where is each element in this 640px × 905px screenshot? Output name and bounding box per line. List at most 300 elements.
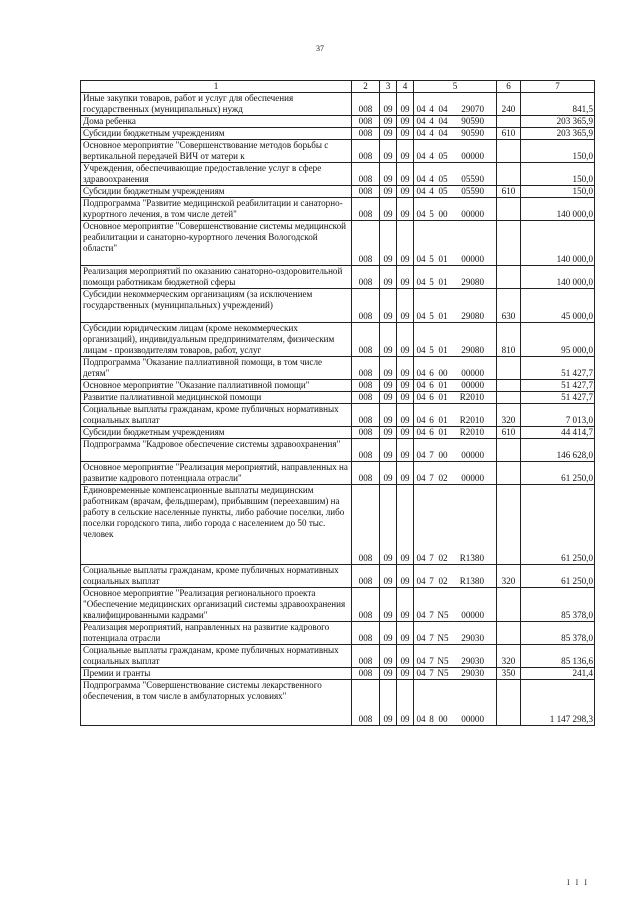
target-article-cell bbox=[414, 392, 497, 404]
admin-code-cell: 008 bbox=[352, 186, 380, 198]
section-cell: 09 bbox=[380, 93, 397, 116]
table-row bbox=[81, 266, 595, 289]
subsection-cell: 09 bbox=[397, 93, 414, 116]
target-article-cell bbox=[414, 565, 497, 588]
target-article-part: 00000 bbox=[461, 209, 484, 219]
target-article-part: 00000 bbox=[461, 610, 484, 620]
target-article-part: 05590 bbox=[461, 174, 484, 184]
amount-cell: 150,0 bbox=[521, 140, 595, 163]
target-article-part: 04 bbox=[416, 553, 426, 563]
amount-cell: 85 136,6 bbox=[521, 645, 595, 668]
row-name-cell: Социальные выплаты гражданам, кроме публичных нормативных социальных выплат bbox=[81, 404, 352, 427]
target-article-cell bbox=[414, 427, 497, 439]
target-article-part: 01 bbox=[438, 277, 448, 287]
subsection-cell: 09 bbox=[397, 668, 414, 680]
section-cell: 09 bbox=[380, 645, 397, 668]
admin-code-cell: 008 bbox=[352, 668, 380, 680]
expense-type-cell bbox=[497, 140, 521, 163]
target-article-cell bbox=[414, 462, 497, 485]
section-cell: 09 bbox=[380, 588, 397, 622]
row-name-cell: Субсидии юридическим лицам (кроме некоммерческих организаций), индивидуальным предпринимателям, физическим лицам - производителям товаров, работ, услуг bbox=[81, 323, 352, 357]
expense-type-cell bbox=[497, 380, 521, 392]
row-name-cell: Основное мероприятие "Совершенствование системы медицинской реабилитации и санаторно-курортного лечения Вологодской области" bbox=[81, 221, 352, 266]
expense-type-cell: 350 bbox=[497, 668, 521, 680]
target-article-part: 04 bbox=[416, 209, 426, 219]
admin-code-cell: 008 bbox=[352, 163, 380, 186]
target-article-part: 05 bbox=[438, 174, 448, 184]
target-article-part: 00000 bbox=[461, 368, 484, 378]
target-article-part: R2010 bbox=[459, 392, 484, 402]
target-article-part: 04 bbox=[416, 380, 426, 390]
target-article-part: 02 bbox=[438, 576, 448, 586]
target-article-part: 04 bbox=[416, 345, 426, 355]
section-cell: 09 bbox=[380, 380, 397, 392]
amount-cell: 45 000,0 bbox=[521, 289, 595, 323]
row-name-cell: Субсидии бюджетным учреждениям bbox=[81, 128, 352, 140]
target-article-part: 04 bbox=[416, 277, 426, 287]
amount-cell: 140 000,0 bbox=[521, 266, 595, 289]
target-article-part: 04 bbox=[416, 633, 426, 643]
row-name-cell: Основное мероприятие "Оказание паллиативной помощи" bbox=[81, 380, 352, 392]
target-article-part: R2010 bbox=[459, 415, 484, 425]
admin-code-cell: 008 bbox=[352, 588, 380, 622]
expense-type-cell bbox=[497, 357, 521, 380]
target-article-part: 5 bbox=[429, 254, 434, 264]
expense-type-cell: 320 bbox=[497, 404, 521, 427]
subsection-cell: 09 bbox=[397, 116, 414, 128]
subsection-cell: 09 bbox=[397, 128, 414, 140]
target-article-part: N5 bbox=[437, 668, 449, 678]
amount-cell: 203 365,9 bbox=[521, 116, 595, 128]
section-cell: 09 bbox=[380, 680, 397, 726]
amount-cell: 841,5 bbox=[521, 93, 595, 116]
target-article-part: 6 bbox=[429, 368, 434, 378]
amount-cell: 150,0 bbox=[521, 163, 595, 186]
amount-cell: 140 000,0 bbox=[521, 221, 595, 266]
target-article-part: 04 bbox=[416, 254, 426, 264]
target-article-part: 29030 bbox=[461, 668, 484, 678]
table-row bbox=[81, 140, 595, 163]
expense-type-cell bbox=[497, 439, 521, 462]
subsection-cell: 09 bbox=[397, 565, 414, 588]
table-row bbox=[81, 645, 595, 668]
target-article-part: 05590 bbox=[461, 186, 484, 196]
target-article-part: 04 bbox=[416, 427, 426, 437]
target-article-part: 00000 bbox=[461, 714, 484, 724]
target-article-part: 7 bbox=[429, 450, 434, 460]
section-cell: 09 bbox=[380, 668, 397, 680]
subsection-cell: 09 bbox=[397, 645, 414, 668]
table-row bbox=[81, 289, 595, 323]
admin-code-cell: 008 bbox=[352, 221, 380, 266]
expense-type-cell: 610 bbox=[497, 427, 521, 439]
table-row bbox=[81, 462, 595, 485]
target-article-part: 00 bbox=[438, 368, 448, 378]
target-article-part: R2010 bbox=[459, 427, 484, 437]
target-article-part: 4 bbox=[429, 174, 434, 184]
target-article-cell bbox=[414, 485, 497, 565]
subsection-cell: 09 bbox=[397, 404, 414, 427]
section-cell: 09 bbox=[380, 462, 397, 485]
page-number: 37 bbox=[316, 44, 324, 53]
target-article-cell bbox=[414, 289, 497, 323]
row-name-cell: Развитие паллиативной медицинской помощи bbox=[81, 392, 352, 404]
expense-type-cell: 610 bbox=[497, 186, 521, 198]
admin-code-cell: 008 bbox=[352, 439, 380, 462]
amount-cell: 203 365,9 bbox=[521, 128, 595, 140]
admin-code-cell: 008 bbox=[352, 485, 380, 565]
section-cell: 09 bbox=[380, 186, 397, 198]
target-article-part: 4 bbox=[429, 128, 434, 138]
target-article-part: 01 bbox=[438, 254, 448, 264]
column-header: 7 bbox=[521, 81, 595, 93]
target-article-cell bbox=[414, 323, 497, 357]
target-article-part: 01 bbox=[438, 380, 448, 390]
section-cell: 09 bbox=[380, 198, 397, 221]
target-article-part: 04 bbox=[416, 174, 426, 184]
target-article-part: 90590 bbox=[461, 116, 484, 126]
target-article-part: 04 bbox=[416, 415, 426, 425]
admin-code-cell: 008 bbox=[352, 462, 380, 485]
target-article-part: 7 bbox=[429, 668, 434, 678]
target-article-part: 29080 bbox=[461, 311, 484, 321]
column-header: 5 bbox=[414, 81, 497, 93]
row-name-cell: Основное мероприятие "Реализация мероприятий, направленных на развитие кадрового потенциала отрасли" bbox=[81, 462, 352, 485]
target-article-part: 6 bbox=[429, 380, 434, 390]
target-article-part: 4 bbox=[429, 186, 434, 196]
target-article-part: 29030 bbox=[461, 656, 484, 666]
amount-cell: 146 628,0 bbox=[521, 439, 595, 462]
row-name-cell: Дома ребенка bbox=[81, 116, 352, 128]
expense-type-cell: 320 bbox=[497, 645, 521, 668]
admin-code-cell: 008 bbox=[352, 116, 380, 128]
target-article-part: 7 bbox=[429, 656, 434, 666]
target-article-part: 00000 bbox=[461, 473, 484, 483]
target-article-part: 04 bbox=[416, 473, 426, 483]
subsection-cell: 09 bbox=[397, 588, 414, 622]
table-row bbox=[81, 221, 595, 266]
section-cell: 09 bbox=[380, 427, 397, 439]
subsection-cell: 09 bbox=[397, 357, 414, 380]
row-name-cell: Основное мероприятие "Реализация регионального проекта "Обеспечение медицинских организаций системы здравоохранения квалифицированными кадрами" bbox=[81, 588, 352, 622]
row-name-cell: Реализация мероприятий, направленных на развитие кадрового потенциала отрасли bbox=[81, 622, 352, 645]
subsection-cell: 09 bbox=[397, 289, 414, 323]
section-cell: 09 bbox=[380, 128, 397, 140]
target-article-part: 04 bbox=[438, 104, 448, 114]
target-article-part: 04 bbox=[416, 610, 426, 620]
table-row bbox=[81, 588, 595, 622]
target-article-part: 04 bbox=[416, 392, 426, 402]
target-article-part: 04 bbox=[416, 668, 426, 678]
target-article-part: 4 bbox=[429, 151, 434, 161]
table-row bbox=[81, 323, 595, 357]
target-article-cell bbox=[414, 140, 497, 163]
row-name-cell: Реализация мероприятий по оказанию санаторно-оздоровительной помощи работникам бюджетной сферы bbox=[81, 266, 352, 289]
table-row bbox=[81, 439, 595, 462]
table-row bbox=[81, 357, 595, 380]
target-article-part: 01 bbox=[438, 345, 448, 355]
row-name-cell: Социальные выплаты гражданам, кроме публичных нормативных социальных выплат bbox=[81, 645, 352, 668]
table-row bbox=[81, 680, 595, 726]
target-article-part: N5 bbox=[437, 633, 449, 643]
target-article-part: 6 bbox=[429, 392, 434, 402]
target-article-part: 00000 bbox=[461, 450, 484, 460]
amount-cell: 51 427,7 bbox=[521, 380, 595, 392]
target-article-part: 5 bbox=[429, 345, 434, 355]
amount-cell: 51 427,7 bbox=[521, 392, 595, 404]
admin-code-cell: 008 bbox=[352, 198, 380, 221]
target-article-cell bbox=[414, 198, 497, 221]
target-article-part: 00 bbox=[438, 714, 448, 724]
target-article-part: 00000 bbox=[461, 380, 484, 390]
table-row bbox=[81, 198, 595, 221]
target-article-part: 8 bbox=[429, 714, 434, 724]
column-header: 4 bbox=[397, 81, 414, 93]
section-cell: 09 bbox=[380, 565, 397, 588]
target-article-cell bbox=[414, 221, 497, 266]
row-name-cell: Учреждения, обеспечивающие предоставление услуг в сфере здравоохранения bbox=[81, 163, 352, 186]
target-article-part: 04 bbox=[438, 116, 448, 126]
target-article-cell bbox=[414, 128, 497, 140]
amount-cell: 85 378,0 bbox=[521, 622, 595, 645]
target-article-part: 04 bbox=[416, 656, 426, 666]
target-article-part: 05 bbox=[438, 186, 448, 196]
subsection-cell: 09 bbox=[397, 392, 414, 404]
target-article-part: 7 bbox=[429, 553, 434, 563]
target-article-part: 04 bbox=[416, 714, 426, 724]
subsection-cell: 09 bbox=[397, 427, 414, 439]
target-article-cell bbox=[414, 357, 497, 380]
expense-type-cell: 320 bbox=[497, 565, 521, 588]
section-cell: 09 bbox=[380, 116, 397, 128]
row-name-cell: Подпрограмма "Совершенствование системы лекарственного обеспечения, в том числе в амбулаторных условиях" bbox=[81, 680, 352, 726]
target-article-part: 6 bbox=[429, 427, 434, 437]
row-name-cell: Основное мероприятие "Совершенствование методов борьбы с вертикальной передачей ВИЧ от матери к bbox=[81, 140, 352, 163]
target-article-part: 02 bbox=[438, 553, 448, 563]
target-article-part: 00000 bbox=[461, 151, 484, 161]
target-article-cell bbox=[414, 439, 497, 462]
expense-type-cell: 630 bbox=[497, 289, 521, 323]
target-article-part: N5 bbox=[437, 610, 449, 620]
row-name-cell: Премии и гранты bbox=[81, 668, 352, 680]
admin-code-cell: 008 bbox=[352, 289, 380, 323]
row-name-cell: Субсидии некоммерческим организациям (за исключением государственных (муниципальных) учреждений) bbox=[81, 289, 352, 323]
expense-type-cell: 810 bbox=[497, 323, 521, 357]
expense-type-cell bbox=[497, 198, 521, 221]
expense-type-cell: 610 bbox=[497, 128, 521, 140]
subsection-cell: 09 bbox=[397, 221, 414, 266]
section-cell: 09 bbox=[380, 392, 397, 404]
target-article-part: 00000 bbox=[461, 254, 484, 264]
column-header: 2 bbox=[352, 81, 380, 93]
subsection-cell: 09 bbox=[397, 140, 414, 163]
target-article-part: 01 bbox=[438, 427, 448, 437]
section-cell: 09 bbox=[380, 622, 397, 645]
target-article-part: N5 bbox=[437, 656, 449, 666]
admin-code-cell: 008 bbox=[352, 380, 380, 392]
budget-table bbox=[80, 80, 595, 726]
expense-type-cell bbox=[497, 588, 521, 622]
target-article-part: 6 bbox=[429, 415, 434, 425]
target-article-part: 04 bbox=[416, 116, 426, 126]
section-cell: 09 bbox=[380, 439, 397, 462]
table-row bbox=[81, 622, 595, 645]
row-name-cell: Социальные выплаты гражданам, кроме публичных нормативных социальных выплат bbox=[81, 565, 352, 588]
target-article-cell bbox=[414, 622, 497, 645]
amount-cell: 61 250,0 bbox=[521, 485, 595, 565]
row-name-cell: Подпрограмма "Кадровое обеспечение системы здравоохранения" bbox=[81, 439, 352, 462]
section-cell: 09 bbox=[380, 289, 397, 323]
table-row bbox=[81, 93, 595, 116]
target-article-part: 01 bbox=[438, 392, 448, 402]
target-article-cell bbox=[414, 680, 497, 726]
subsection-cell: 09 bbox=[397, 186, 414, 198]
footer-mark: I I I bbox=[567, 878, 589, 887]
target-article-part: 04 bbox=[416, 104, 426, 114]
target-article-cell bbox=[414, 645, 497, 668]
subsection-cell: 09 bbox=[397, 198, 414, 221]
table-row bbox=[81, 380, 595, 392]
subsection-cell: 09 bbox=[397, 622, 414, 645]
table-row bbox=[81, 668, 595, 680]
amount-cell: 85 378,0 bbox=[521, 588, 595, 622]
expense-type-cell: 240 bbox=[497, 93, 521, 116]
admin-code-cell: 008 bbox=[352, 323, 380, 357]
admin-code-cell: 008 bbox=[352, 404, 380, 427]
target-article-part: 00 bbox=[438, 209, 448, 219]
target-article-part: 05 bbox=[438, 151, 448, 161]
target-article-part: 5 bbox=[429, 277, 434, 287]
amount-cell: 51 427,7 bbox=[521, 357, 595, 380]
target-article-part: 7 bbox=[429, 610, 434, 620]
row-name-cell: Подпрограмма "Оказание паллиативной помощи, в том числе детям" bbox=[81, 357, 352, 380]
amount-cell: 95 000,0 bbox=[521, 323, 595, 357]
column-header: 6 bbox=[497, 81, 521, 93]
target-article-part: 7 bbox=[429, 473, 434, 483]
target-article-part: 04 bbox=[416, 576, 426, 586]
target-article-part: 5 bbox=[429, 209, 434, 219]
amount-cell: 44 414,7 bbox=[521, 427, 595, 439]
target-article-part: 04 bbox=[416, 311, 426, 321]
expense-type-cell bbox=[497, 163, 521, 186]
amount-cell: 150,0 bbox=[521, 186, 595, 198]
amount-cell: 61 250,0 bbox=[521, 462, 595, 485]
target-article-cell bbox=[414, 668, 497, 680]
table-row bbox=[81, 565, 595, 588]
row-name-cell: Иные закупки товаров, работ и услуг для обеспечения государственных (муниципальных) нужд bbox=[81, 93, 352, 116]
expense-type-cell bbox=[497, 392, 521, 404]
admin-code-cell: 008 bbox=[352, 565, 380, 588]
expense-type-cell bbox=[497, 266, 521, 289]
table-row bbox=[81, 404, 595, 427]
table-row bbox=[81, 427, 595, 439]
subsection-cell: 09 bbox=[397, 163, 414, 186]
amount-cell: 140 000,0 bbox=[521, 198, 595, 221]
row-name-cell: Единовременные компенсационные выплаты медицинским работникам (врачам, фельдшерам), прибывшим (переехавшим) на работу в сельские населенные пункты, либо рабочие поселки, либо поселки городского типа, либо города с населением до 50 тыс. человек bbox=[81, 485, 352, 565]
target-article-part: 7 bbox=[429, 633, 434, 643]
column-header: 3 bbox=[380, 81, 397, 93]
target-article-part: 01 bbox=[438, 415, 448, 425]
admin-code-cell: 008 bbox=[352, 140, 380, 163]
admin-code-cell: 008 bbox=[352, 427, 380, 439]
admin-code-cell: 008 bbox=[352, 266, 380, 289]
section-cell: 09 bbox=[380, 323, 397, 357]
expense-type-cell bbox=[497, 221, 521, 266]
target-article-cell bbox=[414, 116, 497, 128]
admin-code-cell: 008 bbox=[352, 93, 380, 116]
target-article-cell bbox=[414, 266, 497, 289]
amount-cell: 61 250,0 bbox=[521, 565, 595, 588]
target-article-part: 5 bbox=[429, 311, 434, 321]
admin-code-cell: 008 bbox=[352, 128, 380, 140]
target-article-part: R1380 bbox=[459, 576, 484, 586]
admin-code-cell: 008 bbox=[352, 645, 380, 668]
target-article-cell bbox=[414, 186, 497, 198]
column-header: 1 bbox=[81, 81, 352, 93]
target-article-part: 4 bbox=[429, 104, 434, 114]
amount-cell: 1 147 298,3 bbox=[521, 680, 595, 726]
target-article-part: 29070 bbox=[461, 104, 484, 114]
target-article-part: 7 bbox=[429, 576, 434, 586]
table-row bbox=[81, 128, 595, 140]
section-cell: 09 bbox=[380, 357, 397, 380]
target-article-cell bbox=[414, 380, 497, 392]
target-article-part: 04 bbox=[416, 151, 426, 161]
target-article-part: 4 bbox=[429, 116, 434, 126]
subsection-cell: 09 bbox=[397, 462, 414, 485]
section-cell: 09 bbox=[380, 266, 397, 289]
target-article-cell bbox=[414, 163, 497, 186]
expense-type-cell bbox=[497, 680, 521, 726]
row-name-cell: Подпрограмма "Развитие медицинской реабилитации и санаторно-курортного лечения, в том числе детей" bbox=[81, 198, 352, 221]
subsection-cell: 09 bbox=[397, 485, 414, 565]
target-article-part: 02 bbox=[438, 473, 448, 483]
table-row bbox=[81, 116, 595, 128]
admin-code-cell: 008 bbox=[352, 680, 380, 726]
section-cell: 09 bbox=[380, 404, 397, 427]
target-article-part: 04 bbox=[416, 186, 426, 196]
amount-cell: 241,4 bbox=[521, 668, 595, 680]
subsection-cell: 09 bbox=[397, 380, 414, 392]
target-article-part: 04 bbox=[438, 128, 448, 138]
target-article-part: 01 bbox=[438, 311, 448, 321]
subsection-cell: 09 bbox=[397, 439, 414, 462]
target-article-part: 00 bbox=[438, 450, 448, 460]
subsection-cell: 09 bbox=[397, 323, 414, 357]
subsection-cell: 09 bbox=[397, 266, 414, 289]
admin-code-cell: 008 bbox=[352, 392, 380, 404]
row-name-cell: Субсидии бюджетным учреждениям bbox=[81, 427, 352, 439]
section-cell: 09 bbox=[380, 140, 397, 163]
expense-type-cell bbox=[497, 116, 521, 128]
target-article-cell bbox=[414, 93, 497, 116]
section-cell: 09 bbox=[380, 163, 397, 186]
target-article-part: 04 bbox=[416, 450, 426, 460]
target-article-cell bbox=[414, 588, 497, 622]
row-name-cell: Субсидии бюджетным учреждениям bbox=[81, 186, 352, 198]
table-row bbox=[81, 163, 595, 186]
expense-type-cell bbox=[497, 485, 521, 565]
header-row bbox=[81, 81, 595, 93]
target-article-part: 90590 bbox=[461, 128, 484, 138]
target-article-part: 04 bbox=[416, 128, 426, 138]
admin-code-cell: 008 bbox=[352, 622, 380, 645]
target-article-part: R1380 bbox=[459, 553, 484, 563]
target-article-part: 04 bbox=[416, 368, 426, 378]
expense-type-cell bbox=[497, 462, 521, 485]
subsection-cell: 09 bbox=[397, 680, 414, 726]
amount-cell: 7 013,0 bbox=[521, 404, 595, 427]
